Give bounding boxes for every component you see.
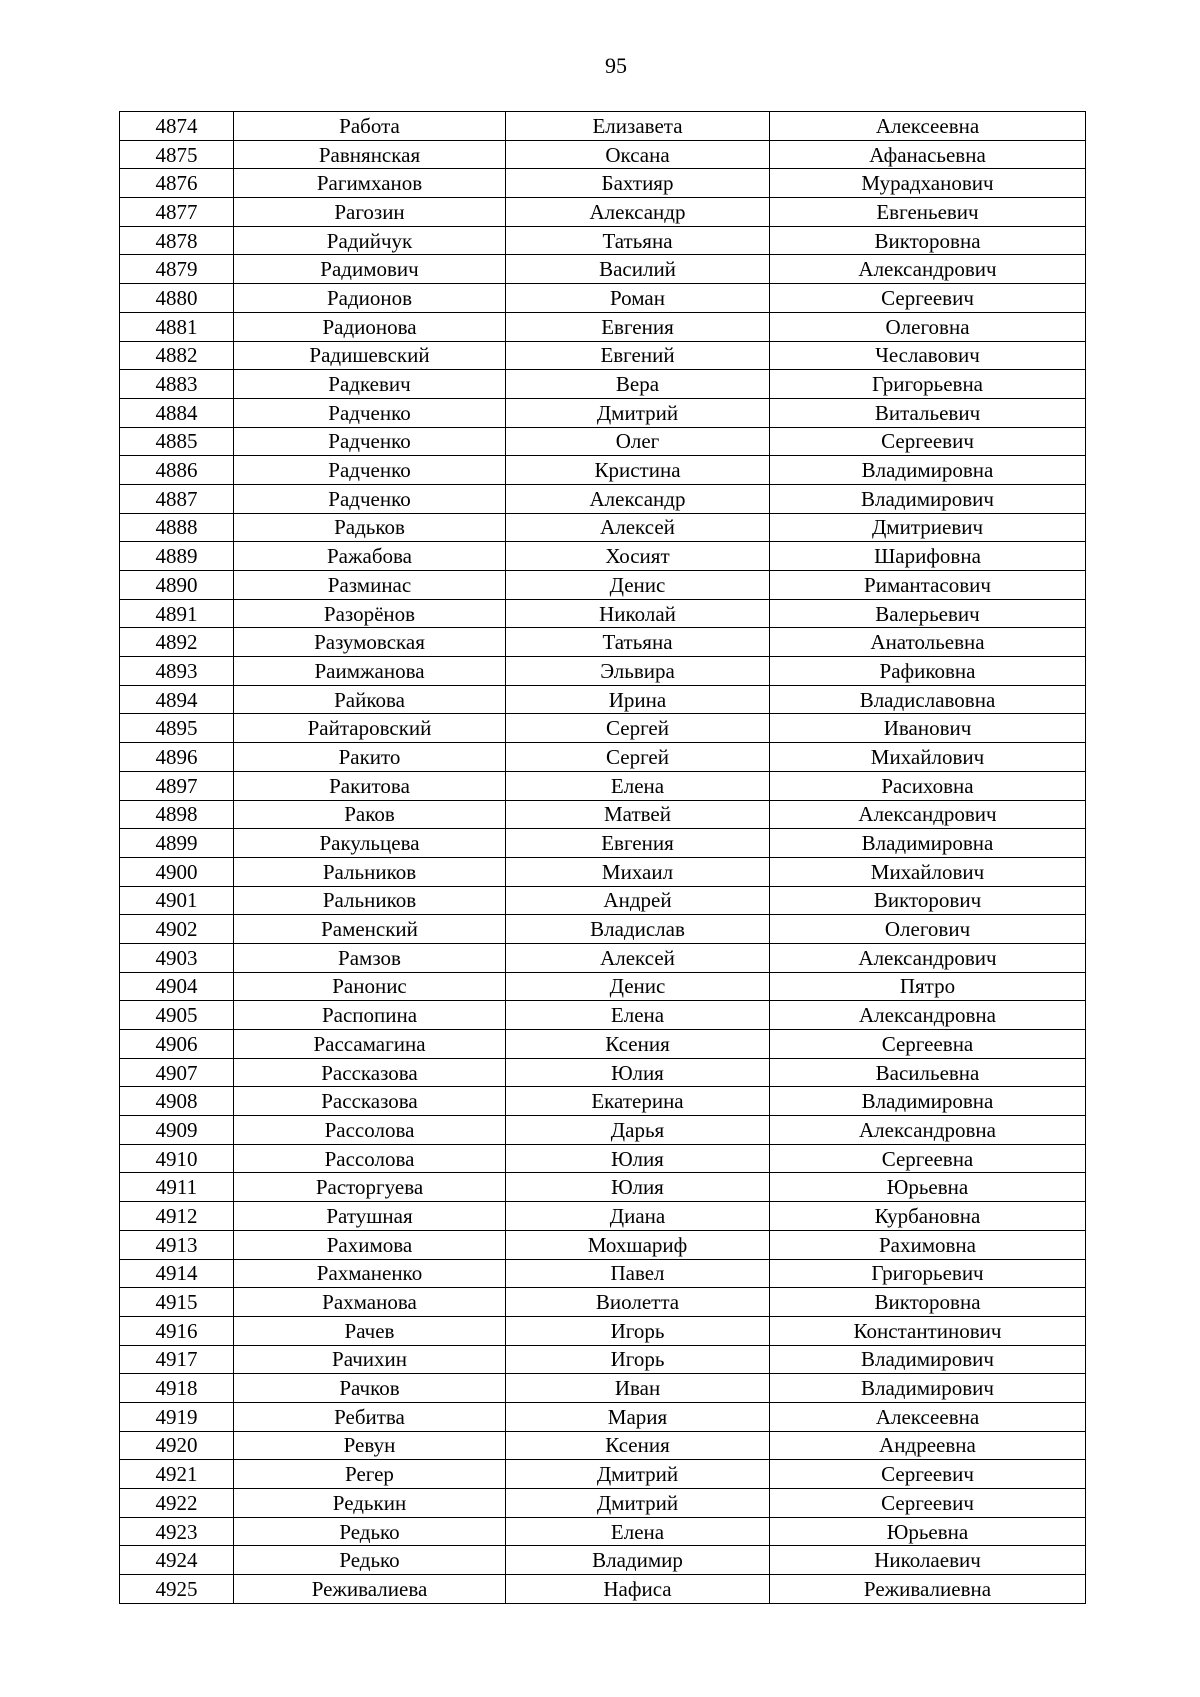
row-number-cell: 4915 bbox=[120, 1288, 234, 1317]
patronymic-cell: Реживалиевна bbox=[770, 1575, 1086, 1604]
row-number-cell: 4901 bbox=[120, 886, 234, 915]
patronymic-cell: Рахимовна bbox=[770, 1230, 1086, 1259]
first-name-cell: Николай bbox=[506, 599, 770, 628]
patronymic-cell: Сергеевич bbox=[770, 427, 1086, 456]
first-name-cell: Елена bbox=[506, 771, 770, 800]
first-name-cell: Виолетта bbox=[506, 1288, 770, 1317]
patronymic-cell: Викторовна bbox=[770, 226, 1086, 255]
last-name-cell: Радионов bbox=[234, 284, 506, 313]
patronymic-cell: Владимировна bbox=[770, 456, 1086, 485]
last-name-cell: Райкова bbox=[234, 685, 506, 714]
first-name-cell: Владимир bbox=[506, 1546, 770, 1575]
patronymic-cell: Александровна bbox=[770, 1116, 1086, 1145]
last-name-cell: Рассамагина bbox=[234, 1030, 506, 1059]
first-name-cell: Игорь bbox=[506, 1316, 770, 1345]
row-number-cell: 4904 bbox=[120, 972, 234, 1001]
table-row bbox=[120, 685, 1086, 714]
first-name-cell: Диана bbox=[506, 1202, 770, 1231]
last-name-cell: Рамзов bbox=[234, 943, 506, 972]
table-row bbox=[120, 1230, 1086, 1259]
patronymic-cell: Владимировна bbox=[770, 829, 1086, 858]
table-row bbox=[120, 284, 1086, 313]
row-number-cell: 4921 bbox=[120, 1460, 234, 1489]
patronymic-cell: Шарифовна bbox=[770, 542, 1086, 571]
row-number-cell: 4912 bbox=[120, 1202, 234, 1231]
row-number-cell: 4897 bbox=[120, 771, 234, 800]
patronymic-cell: Курбановна bbox=[770, 1202, 1086, 1231]
table-row bbox=[120, 1173, 1086, 1202]
first-name-cell: Павел bbox=[506, 1259, 770, 1288]
first-name-cell: Игорь bbox=[506, 1345, 770, 1374]
row-number-cell: 4916 bbox=[120, 1316, 234, 1345]
last-name-cell: Ранонис bbox=[234, 972, 506, 1001]
row-number-cell: 4903 bbox=[120, 943, 234, 972]
first-name-cell: Дмитрий bbox=[506, 1460, 770, 1489]
first-name-cell: Бахтияр bbox=[506, 169, 770, 198]
first-name-cell: Юлия bbox=[506, 1144, 770, 1173]
first-name-cell: Эльвира bbox=[506, 657, 770, 686]
row-number-cell: 4896 bbox=[120, 743, 234, 772]
row-number-cell: 4910 bbox=[120, 1144, 234, 1173]
first-name-cell: Василий bbox=[506, 255, 770, 284]
first-name-cell: Кристина bbox=[506, 456, 770, 485]
last-name-cell: Раков bbox=[234, 800, 506, 829]
patronymic-cell: Сергеевич bbox=[770, 1460, 1086, 1489]
first-name-cell: Нафиса bbox=[506, 1575, 770, 1604]
patronymic-cell: Расиховна bbox=[770, 771, 1086, 800]
first-name-cell: Евгения bbox=[506, 829, 770, 858]
first-name-cell: Екатерина bbox=[506, 1087, 770, 1116]
last-name-cell: Раимжанова bbox=[234, 657, 506, 686]
first-name-cell: Михаил bbox=[506, 857, 770, 886]
last-name-cell: Рассказова bbox=[234, 1087, 506, 1116]
last-name-cell: Радченко bbox=[234, 484, 506, 513]
patronymic-cell: Михайлович bbox=[770, 743, 1086, 772]
patronymic-cell: Анатольевна bbox=[770, 628, 1086, 657]
patronymic-cell: Олегович bbox=[770, 915, 1086, 944]
row-number-cell: 4878 bbox=[120, 226, 234, 255]
patronymic-cell: Валерьевич bbox=[770, 599, 1086, 628]
first-name-cell: Дмитрий bbox=[506, 398, 770, 427]
last-name-cell: Рахманова bbox=[234, 1288, 506, 1317]
row-number-cell: 4884 bbox=[120, 398, 234, 427]
first-name-cell: Дарья bbox=[506, 1116, 770, 1145]
first-name-cell: Александр bbox=[506, 484, 770, 513]
table-row bbox=[120, 1144, 1086, 1173]
row-number-cell: 4911 bbox=[120, 1173, 234, 1202]
patronymic-cell: Владимировна bbox=[770, 1087, 1086, 1116]
table-row bbox=[120, 714, 1086, 743]
patronymic-cell: Римантасович bbox=[770, 571, 1086, 600]
table-row bbox=[120, 599, 1086, 628]
table-row bbox=[120, 140, 1086, 169]
row-number-cell: 4899 bbox=[120, 829, 234, 858]
table-row bbox=[120, 1259, 1086, 1288]
last-name-cell: Распопина bbox=[234, 1001, 506, 1030]
table-row bbox=[120, 1374, 1086, 1403]
row-number-cell: 4919 bbox=[120, 1402, 234, 1431]
first-name-cell: Сергей bbox=[506, 743, 770, 772]
last-name-cell: Рассолова bbox=[234, 1116, 506, 1145]
first-name-cell: Мария bbox=[506, 1402, 770, 1431]
first-name-cell: Хосият bbox=[506, 542, 770, 571]
patronymic-cell: Васильевна bbox=[770, 1058, 1086, 1087]
last-name-cell: Ракульцева bbox=[234, 829, 506, 858]
last-name-cell: Радкевич bbox=[234, 370, 506, 399]
first-name-cell: Вера bbox=[506, 370, 770, 399]
table-row bbox=[120, 1087, 1086, 1116]
first-name-cell: Олег bbox=[506, 427, 770, 456]
patronymic-cell: Олеговна bbox=[770, 312, 1086, 341]
first-name-cell: Алексей bbox=[506, 943, 770, 972]
table-row bbox=[120, 1316, 1086, 1345]
last-name-cell: Раменский bbox=[234, 915, 506, 944]
roster-table bbox=[119, 111, 1086, 1604]
row-number-cell: 4920 bbox=[120, 1431, 234, 1460]
patronymic-cell: Владимирович bbox=[770, 1345, 1086, 1374]
last-name-cell: Радионова bbox=[234, 312, 506, 341]
first-name-cell: Татьяна bbox=[506, 628, 770, 657]
row-number-cell: 4905 bbox=[120, 1001, 234, 1030]
last-name-cell: Радченко bbox=[234, 456, 506, 485]
last-name-cell: Редько bbox=[234, 1517, 506, 1546]
row-number-cell: 4924 bbox=[120, 1546, 234, 1575]
table-row bbox=[120, 1517, 1086, 1546]
table-row bbox=[120, 1202, 1086, 1231]
row-number-cell: 4882 bbox=[120, 341, 234, 370]
table-row bbox=[120, 571, 1086, 600]
last-name-cell: Райтаровский bbox=[234, 714, 506, 743]
row-number-cell: 4908 bbox=[120, 1087, 234, 1116]
row-number-cell: 4886 bbox=[120, 456, 234, 485]
last-name-cell: Ральников bbox=[234, 886, 506, 915]
row-number-cell: 4898 bbox=[120, 800, 234, 829]
table-row bbox=[120, 398, 1086, 427]
first-name-cell: Матвей bbox=[506, 800, 770, 829]
patronymic-cell: Александрович bbox=[770, 943, 1086, 972]
patronymic-cell: Мурадханович bbox=[770, 169, 1086, 198]
last-name-cell: Радимович bbox=[234, 255, 506, 284]
table-row bbox=[120, 857, 1086, 886]
row-number-cell: 4887 bbox=[120, 484, 234, 513]
table-row bbox=[120, 1546, 1086, 1575]
last-name-cell: Рассолова bbox=[234, 1144, 506, 1173]
first-name-cell: Юлия bbox=[506, 1058, 770, 1087]
row-number-cell: 4917 bbox=[120, 1345, 234, 1374]
table-row bbox=[120, 743, 1086, 772]
row-number-cell: 4891 bbox=[120, 599, 234, 628]
table-row bbox=[120, 1058, 1086, 1087]
last-name-cell: Радченко bbox=[234, 398, 506, 427]
last-name-cell: Редькин bbox=[234, 1489, 506, 1518]
last-name-cell: Ратушная bbox=[234, 1202, 506, 1231]
row-number-cell: 4918 bbox=[120, 1374, 234, 1403]
patronymic-cell: Владимирович bbox=[770, 484, 1086, 513]
table-row bbox=[120, 1402, 1086, 1431]
first-name-cell: Александр bbox=[506, 198, 770, 227]
row-number-cell: 4900 bbox=[120, 857, 234, 886]
table-row bbox=[120, 542, 1086, 571]
patronymic-cell: Дмитриевич bbox=[770, 513, 1086, 542]
row-number-cell: 4894 bbox=[120, 685, 234, 714]
row-number-cell: 4888 bbox=[120, 513, 234, 542]
last-name-cell: Рачихин bbox=[234, 1345, 506, 1374]
patronymic-cell: Александрович bbox=[770, 255, 1086, 284]
last-name-cell: Ральников bbox=[234, 857, 506, 886]
last-name-cell: Разорёнов bbox=[234, 599, 506, 628]
table-row bbox=[120, 800, 1086, 829]
first-name-cell: Сергей bbox=[506, 714, 770, 743]
last-name-cell: Разумовская bbox=[234, 628, 506, 657]
row-number-cell: 4883 bbox=[120, 370, 234, 399]
table-row bbox=[120, 1288, 1086, 1317]
first-name-cell: Алексей bbox=[506, 513, 770, 542]
patronymic-cell: Константинович bbox=[770, 1316, 1086, 1345]
last-name-cell: Разминас bbox=[234, 571, 506, 600]
table-row bbox=[120, 341, 1086, 370]
patronymic-cell: Александрович bbox=[770, 800, 1086, 829]
first-name-cell: Иван bbox=[506, 1374, 770, 1403]
first-name-cell: Татьяна bbox=[506, 226, 770, 255]
table-row bbox=[120, 1116, 1086, 1145]
first-name-cell: Ксения bbox=[506, 1431, 770, 1460]
row-number-cell: 4914 bbox=[120, 1259, 234, 1288]
row-number-cell: 4881 bbox=[120, 312, 234, 341]
first-name-cell: Елизавета bbox=[506, 112, 770, 141]
first-name-cell: Мохшариф bbox=[506, 1230, 770, 1259]
row-number-cell: 4895 bbox=[120, 714, 234, 743]
first-name-cell: Дмитрий bbox=[506, 1489, 770, 1518]
last-name-cell: Рассказова bbox=[234, 1058, 506, 1087]
first-name-cell: Ирина bbox=[506, 685, 770, 714]
table-row bbox=[120, 1575, 1086, 1604]
table-row bbox=[120, 886, 1086, 915]
patronymic-cell: Евгеньевич bbox=[770, 198, 1086, 227]
last-name-cell: Рагозин bbox=[234, 198, 506, 227]
patronymic-cell: Владиславовна bbox=[770, 685, 1086, 714]
table-row bbox=[120, 169, 1086, 198]
table-row bbox=[120, 312, 1086, 341]
last-name-cell: Ракитова bbox=[234, 771, 506, 800]
last-name-cell: Рахманенко bbox=[234, 1259, 506, 1288]
table-row bbox=[120, 513, 1086, 542]
patronymic-cell: Алексеевна bbox=[770, 112, 1086, 141]
row-number-cell: 4902 bbox=[120, 915, 234, 944]
last-name-cell: Радишевский bbox=[234, 341, 506, 370]
patronymic-cell: Сергеевна bbox=[770, 1144, 1086, 1173]
last-name-cell: Рагимханов bbox=[234, 169, 506, 198]
row-number-cell: 4893 bbox=[120, 657, 234, 686]
patronymic-cell: Николаевич bbox=[770, 1546, 1086, 1575]
table-row bbox=[120, 1460, 1086, 1489]
row-number-cell: 4913 bbox=[120, 1230, 234, 1259]
patronymic-cell: Владимирович bbox=[770, 1374, 1086, 1403]
table-row bbox=[120, 972, 1086, 1001]
row-number-cell: 4892 bbox=[120, 628, 234, 657]
row-number-cell: 4879 bbox=[120, 255, 234, 284]
last-name-cell: Ревун bbox=[234, 1431, 506, 1460]
first-name-cell: Елена bbox=[506, 1517, 770, 1546]
row-number-cell: 4874 bbox=[120, 112, 234, 141]
row-number-cell: 4906 bbox=[120, 1030, 234, 1059]
table-row bbox=[120, 112, 1086, 141]
table-row bbox=[120, 255, 1086, 284]
patronymic-cell: Чеславович bbox=[770, 341, 1086, 370]
patronymic-cell: Юрьевна bbox=[770, 1517, 1086, 1546]
last-name-cell: Регер bbox=[234, 1460, 506, 1489]
first-name-cell: Оксана bbox=[506, 140, 770, 169]
last-name-cell: Реживалиева bbox=[234, 1575, 506, 1604]
last-name-cell: Работа bbox=[234, 112, 506, 141]
patronymic-cell: Алексеевна bbox=[770, 1402, 1086, 1431]
last-name-cell: Ражабова bbox=[234, 542, 506, 571]
first-name-cell: Денис bbox=[506, 972, 770, 1001]
patronymic-cell: Александровна bbox=[770, 1001, 1086, 1030]
table-row bbox=[120, 1001, 1086, 1030]
patronymic-cell: Михайлович bbox=[770, 857, 1086, 886]
last-name-cell: Рачков bbox=[234, 1374, 506, 1403]
last-name-cell: Редько bbox=[234, 1546, 506, 1575]
first-name-cell: Елена bbox=[506, 1001, 770, 1030]
page-number: 95 bbox=[605, 53, 627, 78]
row-number-cell: 4890 bbox=[120, 571, 234, 600]
row-number-cell: 4922 bbox=[120, 1489, 234, 1518]
last-name-cell: Радченко bbox=[234, 427, 506, 456]
patronymic-cell: Витальевич bbox=[770, 398, 1086, 427]
first-name-cell: Евгения bbox=[506, 312, 770, 341]
patronymic-cell: Григорьевна bbox=[770, 370, 1086, 399]
patronymic-cell: Юрьевна bbox=[770, 1173, 1086, 1202]
last-name-cell: Рахимова bbox=[234, 1230, 506, 1259]
last-name-cell: Радьков bbox=[234, 513, 506, 542]
row-number-cell: 4885 bbox=[120, 427, 234, 456]
row-number-cell: 4923 bbox=[120, 1517, 234, 1546]
row-number-cell: 4875 bbox=[120, 140, 234, 169]
patronymic-cell: Викторовна bbox=[770, 1288, 1086, 1317]
first-name-cell: Владислав bbox=[506, 915, 770, 944]
patronymic-cell: Пятро bbox=[770, 972, 1086, 1001]
first-name-cell: Ксения bbox=[506, 1030, 770, 1059]
row-number-cell: 4889 bbox=[120, 542, 234, 571]
last-name-cell: Радийчук bbox=[234, 226, 506, 255]
row-number-cell: 4876 bbox=[120, 169, 234, 198]
last-name-cell: Расторгуева bbox=[234, 1173, 506, 1202]
first-name-cell: Юлия bbox=[506, 1173, 770, 1202]
last-name-cell: Ребитва bbox=[234, 1402, 506, 1431]
table-row bbox=[120, 484, 1086, 513]
table-row bbox=[120, 915, 1086, 944]
patronymic-cell: Григорьевич bbox=[770, 1259, 1086, 1288]
patronymic-cell: Иванович bbox=[770, 714, 1086, 743]
patronymic-cell: Андреевна bbox=[770, 1431, 1086, 1460]
first-name-cell: Денис bbox=[506, 571, 770, 600]
table-row bbox=[120, 829, 1086, 858]
table-row bbox=[120, 427, 1086, 456]
roster-body bbox=[120, 112, 1086, 1604]
row-number-cell: 4925 bbox=[120, 1575, 234, 1604]
table-row bbox=[120, 771, 1086, 800]
patronymic-cell: Викторович bbox=[770, 886, 1086, 915]
patronymic-cell: Афанасьевна bbox=[770, 140, 1086, 169]
first-name-cell: Роман bbox=[506, 284, 770, 313]
table-row bbox=[120, 1431, 1086, 1460]
table-row bbox=[120, 226, 1086, 255]
row-number-cell: 4880 bbox=[120, 284, 234, 313]
patronymic-cell: Сергеевич bbox=[770, 1489, 1086, 1518]
table-row bbox=[120, 456, 1086, 485]
patronymic-cell: Сергеевич bbox=[770, 284, 1086, 313]
row-number-cell: 4877 bbox=[120, 198, 234, 227]
table-row bbox=[120, 1030, 1086, 1059]
row-number-cell: 4909 bbox=[120, 1116, 234, 1145]
first-name-cell: Евгений bbox=[506, 341, 770, 370]
table-row bbox=[120, 628, 1086, 657]
table-row bbox=[120, 1489, 1086, 1518]
table-row bbox=[120, 1345, 1086, 1374]
table-row bbox=[120, 943, 1086, 972]
last-name-cell: Рачев bbox=[234, 1316, 506, 1345]
last-name-cell: Ракито bbox=[234, 743, 506, 772]
table-row bbox=[120, 370, 1086, 399]
patronymic-cell: Рафиковна bbox=[770, 657, 1086, 686]
first-name-cell: Андрей bbox=[506, 886, 770, 915]
patronymic-cell: Сергеевна bbox=[770, 1030, 1086, 1059]
table-row bbox=[120, 198, 1086, 227]
row-number-cell: 4907 bbox=[120, 1058, 234, 1087]
last-name-cell: Равнянская bbox=[234, 140, 506, 169]
table-row bbox=[120, 657, 1086, 686]
